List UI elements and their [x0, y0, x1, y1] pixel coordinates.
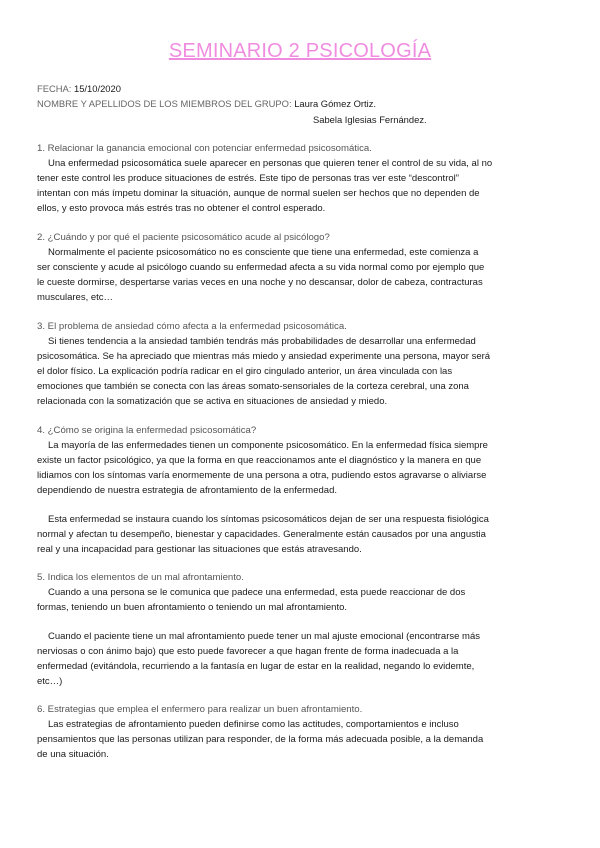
- page-title: SEMINARIO 2 PSICOLOGÍA: [168, 40, 432, 62]
- paragraph-line: relacionada con la somatización que se activa en situaciones de ansiedad y miedo.: [37, 396, 388, 407]
- paragraph-line: intentan con más ímpetu dominar la situación, aunque de normal suelen ser hechos que no dependen de: [37, 188, 480, 199]
- paragraph-line: pensamientos que las personas utilizan para responder, de la forma más adecuada posible, a la demanda: [37, 734, 484, 745]
- group-label: NOMBRE Y APELLIDOS DE LOS MIEMBROS DEL GRUPO:: [37, 98, 292, 109]
- paragraph-line: Cuando el paciente tiene un mal afrontamiento puede tener un mal ajuste emocional (encontrarse más: [48, 631, 480, 642]
- date-row: [37, 83, 121, 94]
- paragraph-line: etc…): [37, 676, 63, 687]
- section-heading: 1. Relacionar la ganancia emocional con potenciar enfermedad psicosomática.: [37, 143, 372, 154]
- section-heading: 6. Estrategias que emplea el enfermero para realizar un buen afrontamiento.: [37, 704, 363, 715]
- paragraph-line: Esta enfermedad se instaura cuando los síntomas psicosomáticos dejan de ser una respuesta fisiológica: [48, 514, 489, 525]
- paragraph-line: La mayoría de las enfermedades tienen un componente psicosomático. En la enfermedad física siempre: [48, 440, 488, 451]
- date-label: FECHA:: [37, 83, 72, 94]
- paragraph-line: Una enfermedad psicosomática suele aparecer en personas que quieren tener el control de su vida, al no: [48, 158, 493, 169]
- paragraph-line: le cueste dormirse, despertarse varias veces en una noche y no descansar, dolor de cabeza, contracturas: [37, 277, 483, 288]
- paragraph-line: de una situación.: [37, 749, 109, 760]
- member-name: Sabela Iglesias Fernández.: [313, 114, 427, 125]
- paragraph-line: psicosomática. Se ha apreciado que mientras más miedo y ansiedad experimente una persona, mayor será: [37, 351, 491, 362]
- paragraph-line: musculares, etc…: [37, 292, 114, 303]
- paragraph-line: Si tienes tendencia a la ansiedad también tendrás más probabilidades de desarrollar una enfermedad: [48, 336, 476, 347]
- section-heading: 5. Indica los elementos de un mal afrontamiento.: [37, 572, 244, 583]
- paragraph-line: nerviosas o con ánimo bajo) que esto puede favorecer a que hagan frente de forma inadecuada a la: [37, 646, 459, 657]
- paragraph-line: enfermedad (evitándola, recurriendo a la fantasía en lugar de estar en la realidad, negando lo evidemte,: [37, 661, 475, 672]
- group-row: [37, 98, 376, 109]
- paragraph-line: normal y afectan tu desempeño, bienestar y capacidades. Generalmente están causados por una angustia: [37, 529, 486, 540]
- paragraph-line: emociones que también se conecta con las áreas somato-sensoriales de la corteza cerebral, una zona: [37, 381, 469, 392]
- paragraph-line: ser consciente y acude al psicólogo cuando su enfermedad afecta a su vida normal como por ejemplo que: [37, 262, 485, 273]
- paragraph-line: real y una incapacidad para gestionar las situaciones que estás atravesando.: [37, 544, 362, 555]
- paragraph-line: dependiendo de nuestra estrategia de afrontamiento de la enfermedad.: [37, 485, 337, 496]
- paragraph-line: Normalmente el paciente psicosomático no es consciente que tiene una enfermedad, este comienza a: [48, 247, 479, 258]
- date-value: 15/10/2020: [74, 83, 121, 94]
- member-row: [313, 114, 427, 125]
- paragraph-line: el dolor físico. La explicación podría radicar en el giro cingulado anterior, un área vinculada con las: [37, 366, 453, 377]
- paragraph-line: Cuando a una persona se le comunica que padece una enfermedad, esta puede reaccionar de dos: [48, 587, 466, 598]
- paragraph-line: formas, teniendo un buen afrontamiento o teniendo un mal afrontamiento.: [37, 602, 348, 613]
- paragraph-line: ellos, y esto provoca más estrés tras no obtener el control esperado.: [37, 203, 326, 214]
- paragraph-line: existe un factor psicológico, ya que la forma en que reaccionamos ante el diagnóstico y la manera en que: [37, 455, 482, 466]
- paragraph-line: Las estrategias de afrontamiento pueden definirse como las actitudes, comportamientos e incluso: [48, 719, 459, 730]
- member-name: Laura Gómez Ortiz.: [294, 98, 377, 109]
- section-heading: 4. ¿Cómo se origina la enfermedad psicosomática?: [37, 425, 257, 436]
- paragraph-line: tener este control les produce situaciones de estrés. Este tipo de personas tras ver este “descontrol”: [37, 173, 459, 184]
- section-heading: 3. El problema de ansiedad cómo afecta a la enfermedad psicosomática.: [37, 321, 347, 332]
- section-heading: 2. ¿Cuándo y por qué el paciente psicosomático acude al psicólogo?: [37, 232, 330, 243]
- paragraph-line: lidiamos con los síntomas varía enormemente de una persona a otra, pudiendo estos agravarse o aliviarse: [37, 470, 487, 481]
